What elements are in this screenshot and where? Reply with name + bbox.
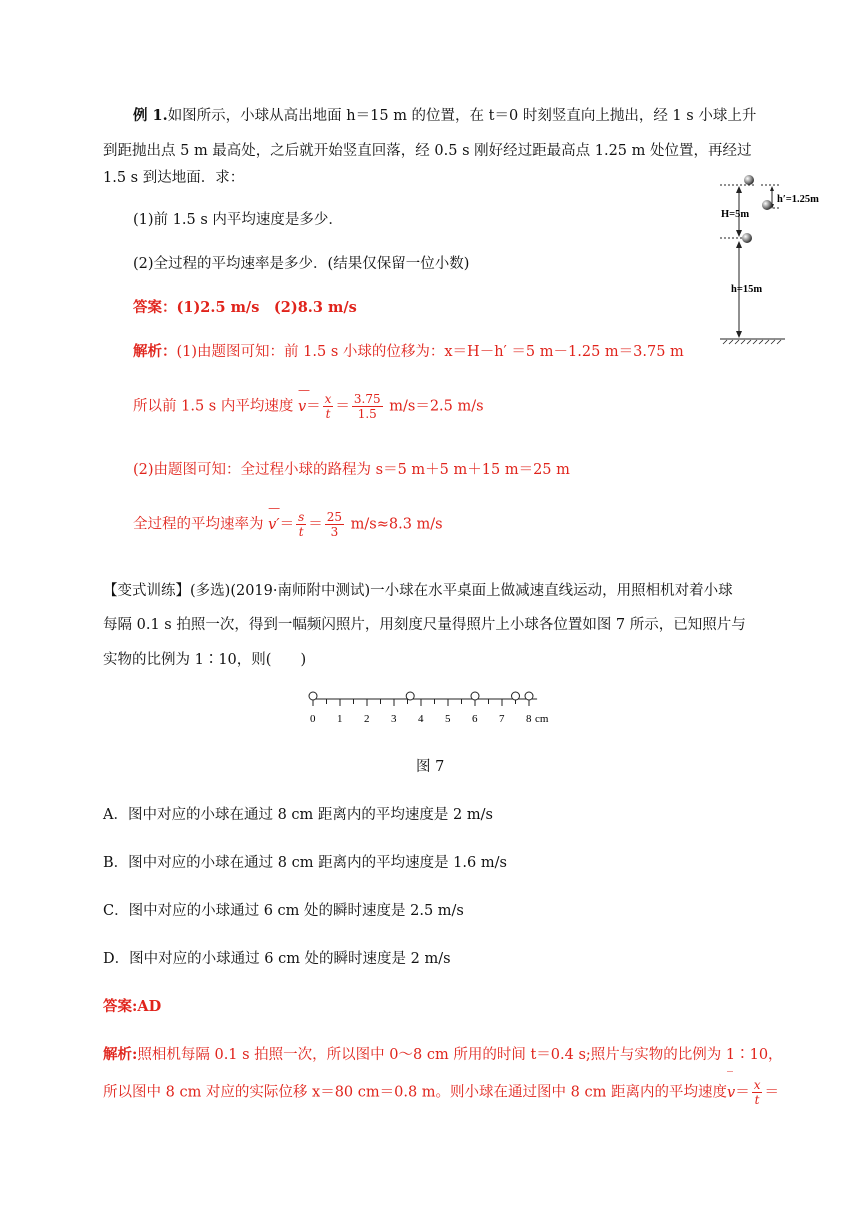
label-h: h=15m xyxy=(731,284,763,295)
ruler-tick-label: 8 xyxy=(526,713,532,725)
example-line-3: 1.5 s 到达地面．求： xyxy=(103,170,245,186)
ball-mid xyxy=(762,200,772,210)
ball-throw-figure xyxy=(715,170,845,355)
option-d: D．图中对应的小球通过 6 cm 处的瞬时速度是 2 m/s xyxy=(103,951,451,967)
figure-caption: 图 7 xyxy=(416,759,445,775)
ruler-ball xyxy=(406,692,414,700)
ruler-tick-label: 0 xyxy=(310,713,316,725)
question-2: (2)全过程的平均速率是多少．(结果仅保留一位小数) xyxy=(133,256,470,272)
ruler-ball xyxy=(309,692,317,700)
example-analysis-1: 解析：(1)由题图可知：前 1.5 s 小球的位移为：x＝H－h′ ＝5 m－1.25 m＝3.75 m xyxy=(133,343,684,360)
example-avg-velocity: 所以前 1.5 s 内平均速度 — v＝ $\frac{x}{t}$ ＝ $\frac{3.75}{1.5}$ m/s＝2.5 m/s xyxy=(133,382,484,421)
ruler-ball xyxy=(512,692,520,700)
variant-analysis-2: 所以图中 8 cm 对应的实际位移 x＝80 cm＝0.8 m。则小球在通过图中 8 cm 距离内的平均速度 ‾ v＝ $\frac{x}{t}$ ＝ xyxy=(103,1068,779,1107)
example-avg-rate: 全过程的平均速率为 — v′＝ $\frac{s}{t}$ ＝ $\frac{25}{3}$ m/s≈8.3 m/s xyxy=(133,500,443,539)
option-c: C．图中对应的小球通过 6 cm 处的瞬时速度是 2.5 m/s xyxy=(103,903,464,919)
ruler-tick-label: 4 xyxy=(418,713,424,725)
variant-line-2: 每隔 0.1 s 拍照一次，得到一幅频闪照片，用刻度尺量得照片上小球各位置如图 7 所示，已知照片与 xyxy=(103,617,746,633)
variant-analysis-1: 解析:照相机每隔 0.1 s 拍照一次，所以图中 0～8 cm 所用的时间 t＝0.4 s;照片与实物的比例为 1∶10， xyxy=(103,1046,783,1063)
example-answer: 答案：(1)2.5 m/s (2)8.3 m/s xyxy=(133,299,357,316)
question-1: (1)前 1.5 s 内平均速度是多少． xyxy=(133,212,343,228)
label-H: H=5m xyxy=(721,209,750,220)
example-label: 例 1. xyxy=(133,107,168,124)
option-a: A．图中对应的小球在通过 8 cm 距离内的平均速度是 2 m/s xyxy=(103,807,493,823)
ruler-tick-label: 2 xyxy=(364,713,370,725)
variant-line-1: 【变式训练】(多选)(2019·南师附中测试)一小球在水平桌面上做减速直线运动，用照相机对着小球 xyxy=(103,583,733,599)
example-line-2: 到距抛出点 5 m 最高处，之后就开始竖直回落，经 0.5 s 刚好经过距最高点 1.25 m 处位置，再经过 xyxy=(103,143,752,159)
ball-launch xyxy=(742,233,752,243)
variant-line-3: 实物的比例为 1∶10，则( ) xyxy=(103,652,307,668)
example-line-1: 例 1.如图所示，小球从高出地面 h＝15 m 的位置，在 t＝0 时刻竖直向上抛出，经 1 s 小球上升 xyxy=(133,107,757,124)
label-h-prime: h′=1.25m xyxy=(777,194,819,205)
ruler-tick-label: 3 xyxy=(391,713,397,725)
ruler-unit: cm xyxy=(535,713,549,725)
option-b: B．图中对应的小球在通过 8 cm 距离内的平均速度是 1.6 m/s xyxy=(103,855,507,871)
ruler-ball xyxy=(525,692,533,700)
ruler-tick-label: 1 xyxy=(337,713,343,725)
ruler-tick-label: 6 xyxy=(472,713,478,725)
example-analysis-2: (2)由题图可知：全过程小球的路程为 s＝5 m＋5 m＋15 m＝25 m xyxy=(133,462,570,478)
variant-answer: 答案:AD xyxy=(103,998,162,1015)
ruler-ball xyxy=(471,692,479,700)
ball-top xyxy=(744,175,754,185)
ruler-figure xyxy=(300,685,570,730)
ruler-tick-label: 5 xyxy=(445,713,451,725)
ruler-tick-label: 7 xyxy=(499,713,505,725)
